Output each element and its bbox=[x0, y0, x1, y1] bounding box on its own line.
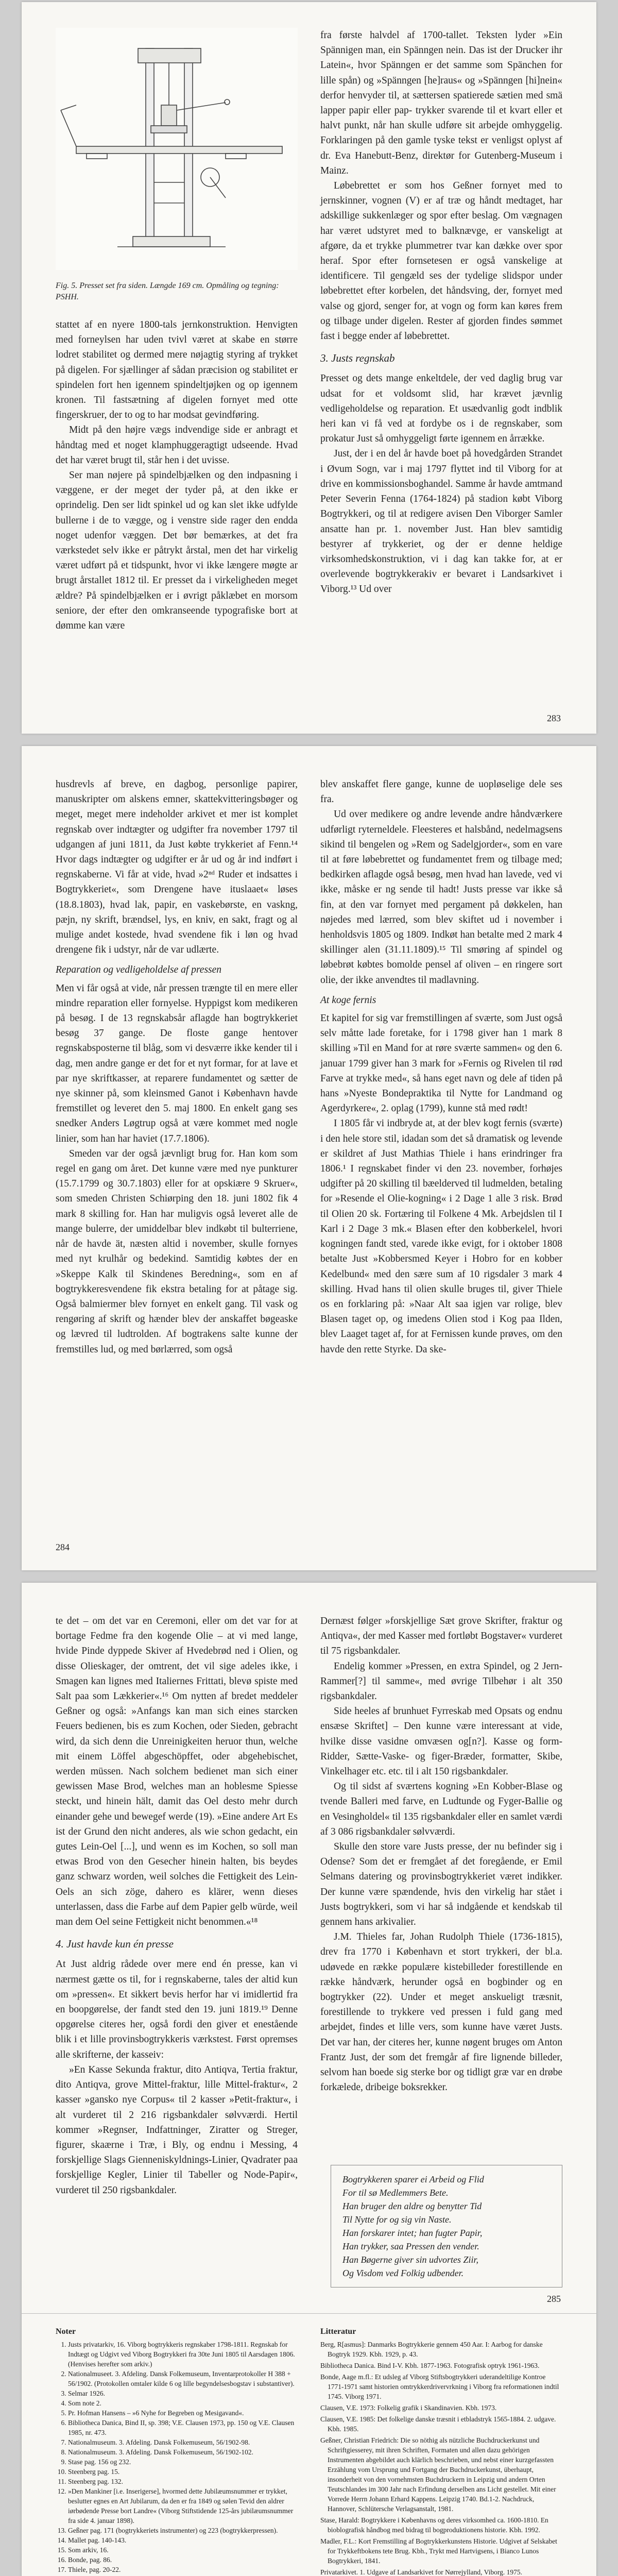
note-item: 9. Stase pag. 156 og 232. bbox=[68, 2457, 298, 2467]
note-item: 17. Thiele, pag. 20-22. bbox=[68, 2565, 298, 2574]
poem-line: Han Bøgerne giver sin udvortes Ziir, bbox=[342, 2255, 478, 2265]
paragraph: Endelig kommer »Pressen, en extra Spindel, og 2 Jern-Rammer[?] til samme«, med øvrige Tilbehør i alt 350 rigsbankdaler. bbox=[320, 1660, 562, 1702]
note-item: 5. Pr. Hofman Hansens – »6 Nyhe for Begreben og Mesigavand«. bbox=[68, 2408, 298, 2418]
page-break-line bbox=[22, 2313, 596, 2314]
note-item: 12. »Den Mankiner [i.e. Inserigerse], hvormed dette Jubilæumsnummer er trykket, beslutter egnes en Art Jubilarum, da den er fra 1849 og sølen Tevid den aldrer iørbødende Presse bort Landre« (Viborg Stiftstidende 125-års jubilæumsnummer fra side 4. januar 1898). bbox=[68, 2486, 298, 2526]
literature-section bbox=[320, 2327, 562, 2576]
paragraph: Presset og dets mange enkeltdele, der ved daglig brug var udsat for et voldsomt slid, har krævet jævnlig vedligeholdelse og reparation. Et usædvanlig godt indblik heri kan vi få ved at fordybe os i de regnskaber, som prokatur Just så omhyggeligt førte igennem en årrække. bbox=[320, 373, 562, 445]
paragraph: blev anskaffet flere gange, kunne de uopløselige dele ses fra. bbox=[320, 779, 562, 805]
page283-left-column bbox=[56, 317, 298, 633]
note-item: 3. Selmar 1926. bbox=[68, 2388, 298, 2398]
note-item: 15. Som arkiv, 16. bbox=[68, 2545, 298, 2555]
paragraph: Side heeles af brunhuet Fyrreskab med Opsats og endnu ensæse Skriftet] – Den kunne være interessant at vide, hvilke disse vasidne omvæsen og[n?]. Kasse og form-Ridder, Sætte-Vaske- og figer-Bræder, formatter, Skibe, Vinkelhager etc. etc. til i alt 150 rigsbankdaler. bbox=[320, 1706, 562, 1777]
paragraph: Og til sidst af sværtens kogning »En Kobber-Blase og tvende Balleri med farve, en Ludtunde og Fyger-Ballie og en Vesingholdel« til 135 rigsbankdaler eller en samlet værdi af 3 086 rigsbankdaler sølvværdi. bbox=[320, 1781, 562, 1837]
poem-line: Til Nytte for og sig vin Naste. bbox=[342, 2214, 452, 2225]
literature-heading: Litteratur bbox=[320, 2327, 356, 2336]
literature-item: Berg, R[asmus]: Danmarks Bogtrykkerie gennem 450 Aar. I: Aarbog for danske Bogtryk 1929. Kbh. 1929, p. 43. bbox=[320, 2341, 543, 2358]
poem-line: Han bruger den aldre og benytter Tid bbox=[342, 2201, 482, 2211]
note-item: 8. Nationalmuseum. 3. Afdeling. Dansk Folkemuseum, 56/1902-102. bbox=[68, 2447, 298, 2457]
paragraph: Men vi får også at vide, når pressen trængte til en mere eller mindre reparation eller fornyelse. Hyppigst kom medikeren på besøg. I de 13 regnskabsår aflagde han bogtrykkeriet besøg 37 gange. De floste gange hentover regnskabsposterne til blåg, som vi desværre ikke kender til i dag, men andre gange er det for et nyt formar, for at lave et par nye skriftkasser, at reparere fundamentet og sætter de nye skinner på, som kleinsmed Ganot i København havde fremstillet og leveret den 5. maj 1800. En enkelt gang ses snedker Anders Løgtrup også at være kommet med nogle linier, som han har haviet (17.7.1806). bbox=[56, 982, 298, 1144]
paragraph: stattet af en nyere 1800-tals jernkonstruktion. Henvigten med forneylsen har uden tvivl været at skabe en større lodret stabilitet og dermed mere nøjagtig styring af trykket på digelen. For sjællinger af sådan præcision og stabilitet er spindelen fort hen igennem spindeltjøjken og op igennem kronen. Til fastsætning af digelen fornyet med otte fingerskruer, der to og to har modsat gevindføring. bbox=[56, 319, 298, 421]
section-heading: 3. Justs regnskab bbox=[320, 352, 395, 365]
note-item: 14. Mallet pag. 140-143. bbox=[68, 2535, 298, 2545]
paragraph: te det – om det var en Ceremoni, eller om det var for at bortage Fedme fra den kogende Olie – at vi med lange, hvide Pinde dyppede Skiver af Hvedebrød ned i Olien, og disse Olieskager, der omtrent, det vil sige adeles ikke, i Smagen kan lignes med Italiernes Frittati, blevø spiste med Salt paa som Lækkerier«.¹⁶ Om nytten af bredet meddeler Geßner og også: »Anfangs kan man sich eines starcken Feuers bedienen, bis es zum Kochen, oder Sieden, gebracht wird, da sich denn die Unreinigkeiten heruor thun, welche mit einem Löffel abgeschöpffet, oder abgehebischet, werden müssen. Nach solchem bedienet man sich einer gewissen Mase Brod, welches man an hoblesme Spiesse steckt, und hinein hält, damit das Oel desto mehr durch einander gehe und bewegef werde (19). »Eine andere Art Es ist der Grund den nicht anderes, als wie schon gedacht, ein gutes Lein-Oel [...], und wenn es im Kochen, so soll man etwas Brod von den Gesecher hinein halten, bis beydes ganz schwarz worden, weil solches die Fettigkeit des Lein-Oels an sich zöge, dahero es klärer, wenn dieses unterlassen, dass die Farbe auf dem Papier gelb würde, weil man dem Oel seine Fettigkeit nicht benommen.«¹⁸ bbox=[56, 1616, 298, 1928]
poem-box bbox=[331, 2165, 562, 2287]
note-item: 2. Nationalmuseet. 3. Afdeling. Dansk Folkemuseum, Inventarprotokoller H 388 + 56/1902. (Protokollen omtaler kilde 6 og lille begyndelsesbogstav i substantiver). bbox=[68, 2369, 298, 2388]
note-item: 16. Bonde, pag. 86. bbox=[68, 2555, 298, 2565]
note-item: 1. Justs privatarkiv, 16. Viborg bogtrykkeris regnskaber 1798-1811. Regnskab for Indtægt og Udgivt ved Viborg Bogtrykkeri fra 30te Juni 1805 til Aarsdagen 1806. (Henvises herefter som arkiv.) bbox=[68, 2340, 298, 2369]
paragraph: husdrevls af breve, en dagbog, personlige papirer, manuskripter om alskens emner, skattekvitteringsbøger og meget, meget mere indeholder arkivet et mer ist komplet regnskab over indtægter og udgifter fra november 1797 til udgangen af juni 1811, da Just købte trykkeriet af Fenn.¹⁴ Hvor dags indtægter og udgifter er år ud og år ind indført i regnskaberne. Vi får at vide, hvad »2ⁿᵈ Ruder et indsattes i Bogtrykkeriet«, som Drengene have ituslaaet« løses (18.8.1803), hvad lak, papir, en vaskebørste, en vaskng, pæjn, ny skrift, brændsel, lys, en kniv, en sakt, fragt og al mulige andet kostede, hvad svendene fik i løn og hvad drengene fik i udstyr, når de var udlærte. bbox=[56, 779, 298, 956]
note-item: 7. Nationalmuseum. 3. Afdeling. Dansk Folkemuseum, 56/1902-98. bbox=[68, 2437, 298, 2447]
section-heading: 4. Just havde kun én presse bbox=[56, 1938, 174, 1951]
literature-item: Clausen, V.E. 1985: Det folkelige danske træsnit i etbladstryk 1565-1884. 2. udgave. Kbh. 1985. bbox=[320, 2415, 556, 2433]
page-283 bbox=[22, 2, 596, 734]
poem-line: Og Visdom ved Folkig udbender. bbox=[342, 2268, 464, 2278]
paragraph: J.M. Thieles far, Johan Rudolph Thiele (1736-1815), drev fra 1770 i København et stort trykkeri, der bl.a. udøvede en række populære kistebilleder forestillende en række håndværk, herunder også en bogbinder og en bogtrykker (22). Under et meget anskueligt træsnit, forestillende to trykkere ved pressen i fuld gang med arbejdet, findes et lille vers, som kunne have været Justs. Det var han, der citeres her, kunne nøgent bruges om Anton Frantz Just, der som det fremgår af fire lignende billeder, selvom han boede sig sterke bor og tidligt græ var en drøbe forkælede, dribeige boksrekker. bbox=[320, 1931, 562, 2093]
page-number: 285 bbox=[547, 2294, 561, 2304]
poem-line: Han forskarer intet; han fugter Papir, bbox=[342, 2228, 483, 2238]
paragraph: »En Kasse Sekunda fraktur, dito Antiqva, Tertia fraktur, dito Antiqva, grove Mittel-fraktur, lille Mittel-fraktur«, 2 kasser »gansko nye Corpus« til 2 kasser »Petit-fraktur«, i alt vurderet til 2 216 rigsbankdaler sølvværdi. Hertil kommer »Regnser, Indfattninger, Ziratter og Streger, figurer, skaærne i Træ, i Bly, og endnu i Messing, 4 forskjellige Slags Gienneniskyldnings-Linier, Qvadrater paa forskjellige Kegler, Linier til Tabeller og Node-Papir«, vurderet til 250 rigsbankdaler. bbox=[56, 2064, 298, 2196]
note-item: 4. Som note 2. bbox=[68, 2398, 298, 2408]
subheading: Reparation og vedligeholdelse af pressen bbox=[56, 964, 222, 976]
page285-right-column bbox=[320, 1614, 562, 2095]
literature-item: Madler, F.L.: Kort Fremstilling af Bogtrykkerkunstens Historie. Udgivet af Selskabet for Trykkeftbokens tete Brug. Kbh., Trykt med Hartvigsens, i Bianco Lunos Bogtrykkeri, 1841. bbox=[320, 2537, 557, 2565]
paragraph: At Just aldrig rådede over mere end én presse, kan vi nærmest gætte os til, for i regnskaberne, tales der altid kun om »pressen«. Et sikkert bevis herfor har vi imidlertid fra en boopgørelse, der fandt sted den 19. juni 1819.¹⁹ Denne opgørelse citeres her, også fordi den giver et enestående blik i et lille provinsbogtrykkeris værkstest. Først opremses alle skrifterne, der kasseiv: bbox=[56, 1959, 298, 2060]
poem-line: Han trykker, saa Pressen den vender. bbox=[342, 2241, 479, 2251]
paragraph: Ser man nøjere på spindelbjælken og den indpasning i væggene, er der meget der tyder på, at den ikke er oprindelig. Den ser lidt spinkel ud og kan slet ikke udfylde bullerne i de to vægge, og i venstre side rager den endda noget udenfor væggen. Det bør bemærkes, at det fra værkstedet selv ikke er påtrykt årstal, men det har virkelig været udført på et tidspunkt, hvor vi ikke længere møgte ar brugt årstallet 1812 til. Er presset da i virkeligheden meget ældre? På spindelbjælken er i øvrigt påklæbet en morsom seniore, der efter den omkranseende typografiske bort at dømme kan være bbox=[56, 470, 298, 632]
page-number: 283 bbox=[547, 713, 561, 723]
paragraph: Skulle den store vare Justs presse, der nu befinder sig i Odense? Som det er fremgået af det foregående, er Emil Selmans datering og provinsbogtrykkeriet været indikker. Der kunne være spændende, hvis den virkelig har stået i Justs bogtrykkeri, som vi har så indgående et kendskab til gennem hans arkivalier. bbox=[320, 1841, 562, 1928]
paragraph: Løbebrettet er som hos Geßner fornyet med to jernskinner, vognen (V) er af træ og håndt medtaget, har adskillige sukkenlæger og spor efter beslag. Om vægnagen har været udstyret med to balknævge, er vanskeligt at afgøre, da et trykke plummetrer tvar kan dække over spor heraf. Spor efter fornsetesen er også vanskelige at identificere. Til gengæld ses der tydelige slidspor under løbebrettet efter korbelen, det håndsving, der, fornyet med valse og gjord, senger for, at vogn og form kan køres frem og tilbage under digelen. Rester af gjorden findes sømmet fast i begge ender af løbebrettet. bbox=[320, 180, 562, 342]
page-285 bbox=[22, 1583, 596, 2576]
paragraph: Just, der i en del år havde boet på hovedgården Strandet i Øvum Sogn, var i maj 1797 flyttet ind til Viborg for at drive en kommissionsboghandel. Samme år havde amtmand Peter Severin Fenna (1764-1824) på stadion købt Viborg Bogtrykkeri, og til at redigere avisen Den Viborger Samler ansatte han pr. 1. november Just. Han blev samtidig bestyrer af trykkeriet, og der er denne heldige virksomhedskonstruktion, vi i dag kan takke for, at er overlevende bogtrykkerakiv er bevaret i Landsarkivet i Viborg.¹³ Ud over bbox=[320, 448, 562, 595]
paragraph: Et kapitel for sig var fremstillingen af sværte, som Just også selv måtte lade foretake, for i 1798 giver han 1 mark 8 skilling »Til en Mand for at røre sværte sammen« og den 6. januar 1799 giver han 3 mark for »Fernis og Rivelen til rød Farve at trykke med«, så hans eget navn og dele af tiden på hans »Nyeste Bondepraktika til Nytte for Landmand og Agerdyrkere«, 2. oplag (1799), kunne stå med rødt! bbox=[320, 1013, 562, 1114]
literature-item: Stase, Harald: Bogtrykkere i Københavns og deres virksomhed ca. 1600-1810. En bioblografisk håndbog med bidrag til bogproduktionens historie. Kbh. 1992. bbox=[320, 2516, 548, 2534]
literature-item: Privatarkivet. 1. Udgave af Landsarkivet for Nørrejylland, Viborg. 1975. bbox=[320, 2568, 522, 2576]
page-number: 284 bbox=[56, 1542, 70, 1552]
page285-left-column bbox=[56, 1614, 298, 2198]
poem-line: For til sø Medlemmers Bete. bbox=[342, 2188, 449, 2198]
poem-line: Bogtrykkeren sparer ei Arbeid og Flid bbox=[342, 2174, 484, 2184]
page284-left-column bbox=[56, 777, 298, 1357]
paragraph: fra første halvdel af 1700-tallet. Teksten lyder »Ein Spännigen man, ein Spänngen nein. Das ist der Drucker ihr Latein«, hvor Spänngen er det samme som Spänchen for lille spån) og »Spänngen [he]raus« og »Spänngen [hi]nein« derfor henvyder til, at sættersen spatierede sætien med smä lapper papir eller pap- trykker svarende til et kvart eller et halvt punkt, når han skulle udføre sit arbejde omhyggelig. Forklaringen på den gamle tyske tekst er venligst oplyst af dr. Eva Hanebutt-Benz, direktør for Gutenberg-Museum i Mainz. bbox=[320, 30, 562, 176]
literature-item: Geßner, Christian Friedrich: Die so nöthig als nützliche Buchdruckerkunst und Schriftgiesserey, mit ihren Schriften, Formaten und allen dazu gehörigen Instrumenten abgebildet auch klärlich beschrieben, und nebst einer kurzgefassten Erzählung vom Ursprung und Fortgang der Buchdruckerkunst, überhaupt, insonderheit von den vornehmsten Buchdruckern in Leipzig und andern Orten Teutschlandes im 300 Jahr nach Erfindung derselben ans Licht gestellet. Mit einer Vorrede Herrn Johann Erhard Kappens. Leipzig 1740. Bd.1-2. Nachdruck, Hannover, Schlütersche Verlagsanstalt, 1981. bbox=[320, 2436, 556, 2513]
literature-item: Clausen, V.E. 1973: Folkelig grafik i Skandinavien. Kbh. 1973. bbox=[320, 2404, 497, 2412]
note-item: 11. Steenberg pag. 132. bbox=[68, 2477, 298, 2486]
page283-right-column bbox=[320, 28, 562, 597]
literature-item: Bibliotheca Danica. Bind I-V. Kbh. 1877-1963. Fotografisk optryk 1961-1963. bbox=[320, 2362, 540, 2369]
literature-item: Bonde, Aage m.fl.: Et udsleg af Viborg Stiftsbogtrykkeri uderandeltilige Kontroe 1771-1971 samt historien omtrykkerdrivervrkning i Viborg fra reformationen indtil 1745. Viborg 1971. bbox=[320, 2373, 559, 2400]
notes-list bbox=[56, 2340, 298, 2576]
note-item: 10. Steenberg pag. 15. bbox=[68, 2467, 298, 2477]
paragraph: I 1805 får vi indbryde at, at der blev kogt fernis (sværte) i den hele store stil, idadan som det så dramatisk og levende er skildret af Just Mathias Thiele i hans erindringer fra 1806.¹ I regnskabet finder vi den 23. november, forhøjes udgifter på 20 skilling til bæelderved til ludmelden, betaling for »Resende el Olie-kogning« i 2 Dage 1 alle 3 risk. Brød til Olien 20 sk. Fortæring til Folkene 4 Mk. Arbejdslen til I Karl i 2 Dage 3 mk.« Blasen efter den kobberkelel, hvori kogningen fandt sted, varede ikke evigt, for i oktober 1808 betalte Just »Kobbersmed Keyer i Hobro for en kobber Kedelbund« med den sære sum af 10 rigsdaler 3 mark 4 skilling. Hvad hans til olien skulle bruges til, giver Thiele os en forklaring på: »Naar Alt saa igjen var rolige, blev Blasen taget op, og imedens Olien stod i Kog paa Ilden, blev Laaget taget af, for at Fernissen kunde prøves, om den havde den rette Styrke. Da ske- bbox=[320, 1118, 562, 1355]
notes-section bbox=[56, 2327, 298, 2576]
page284-right-column bbox=[320, 777, 562, 1357]
note-item: 6. Bibliotheca Danica, Bind II, sp. 398; V.E. Clausen 1973, pp. 150 og V.E. Clausen 1985, nr. 473. bbox=[68, 2418, 298, 2437]
page-284 bbox=[22, 746, 596, 1570]
press-drawing-figure bbox=[56, 28, 298, 270]
figure-caption: Fig. 5. Presset set fra siden. Længde 169 cm. Opmåling og tegning: PSHH. bbox=[56, 281, 279, 301]
paragraph: Smeden var der også jævnligt brug for. Han kom som regel en gang om året. Det kunne være med nye punkturer (15.7.1799 og 30.7.1803) eller for at opskiære 9 Skruer«, som smeden Christen Schiørping den 18. juni 1802 fik 4 mark 8 skilling for. Han har muligvis også leveret alle de mange bulerre, der umiddelbar blev indkøbt til bulterriene, når de havde ät, næsten altid i november, skulle fornyes med nyt krulhår og bedekind. Samtidig købtes der en »Skeppe Kalk til Skindenes Beredning«, som en af bogtrykkeresvendene fik ekstra betaling for at påtage sig. Også balmiermer blev fornyet en enkelt gang. Til vask og rengøring af skrift og hænder blev der anskaffet bøgeaske og lævred til ludtrolden. Af bogtrakens salte kunne der fremstilles lud, og med børlærred, som også bbox=[56, 1148, 298, 1355]
paragraph: Midt på den højre vægs indvendige side er anbragt et håndtag med et noget klamphuggeragtigt udseende. Hvad det har været brugt til, står hen i det uvisse. bbox=[56, 425, 298, 466]
paragraph: Dernæst følger »forskjellige Sæt grove Skrifter, fraktur og Antiqva«, der med Kasser med fortløbt Bogstaver« vurderet til 75 rigsbankdaler. bbox=[320, 1616, 562, 1657]
notes-heading: Noter bbox=[56, 2327, 76, 2336]
subheading: At koge fernis bbox=[320, 994, 376, 1006]
note-item: 13. Geßner pag. 171 (bogtrykkeriets instrumenter) og 223 (bogtrykkerpressen). bbox=[68, 2526, 298, 2535]
printing-press-side-view-drawing bbox=[56, 28, 298, 270]
paragraph: Ud over medikere og andre levende andre håndværkere udførligt ryterneldele. Fleesteres et halsbånd, nedelmagsens sikind til bengelen og »Rem og Sadelgjorder«, som en vare til at føre løbebrettet og fundamentet frem og tilbage med; bedkirken aflagde også besøg, men hvad han lavede, ved vi ikke, måske er ng sende til hadt! Justs presse var ikke så fin, at den var fornyet med pergament på døkkelen, han nøjedes med lærred, som blev skiftet ud i november i henholdsvis 1805 og 1809. Indkøt han betalte med 2 mark 4 skillinger alen (31.11.1809).¹⁵ Til smøring af spindel og løbebrøt købtes bomolde pensel af oliven – en ringere sort olie, der ikke anvendtes til madlavning. bbox=[320, 809, 562, 986]
